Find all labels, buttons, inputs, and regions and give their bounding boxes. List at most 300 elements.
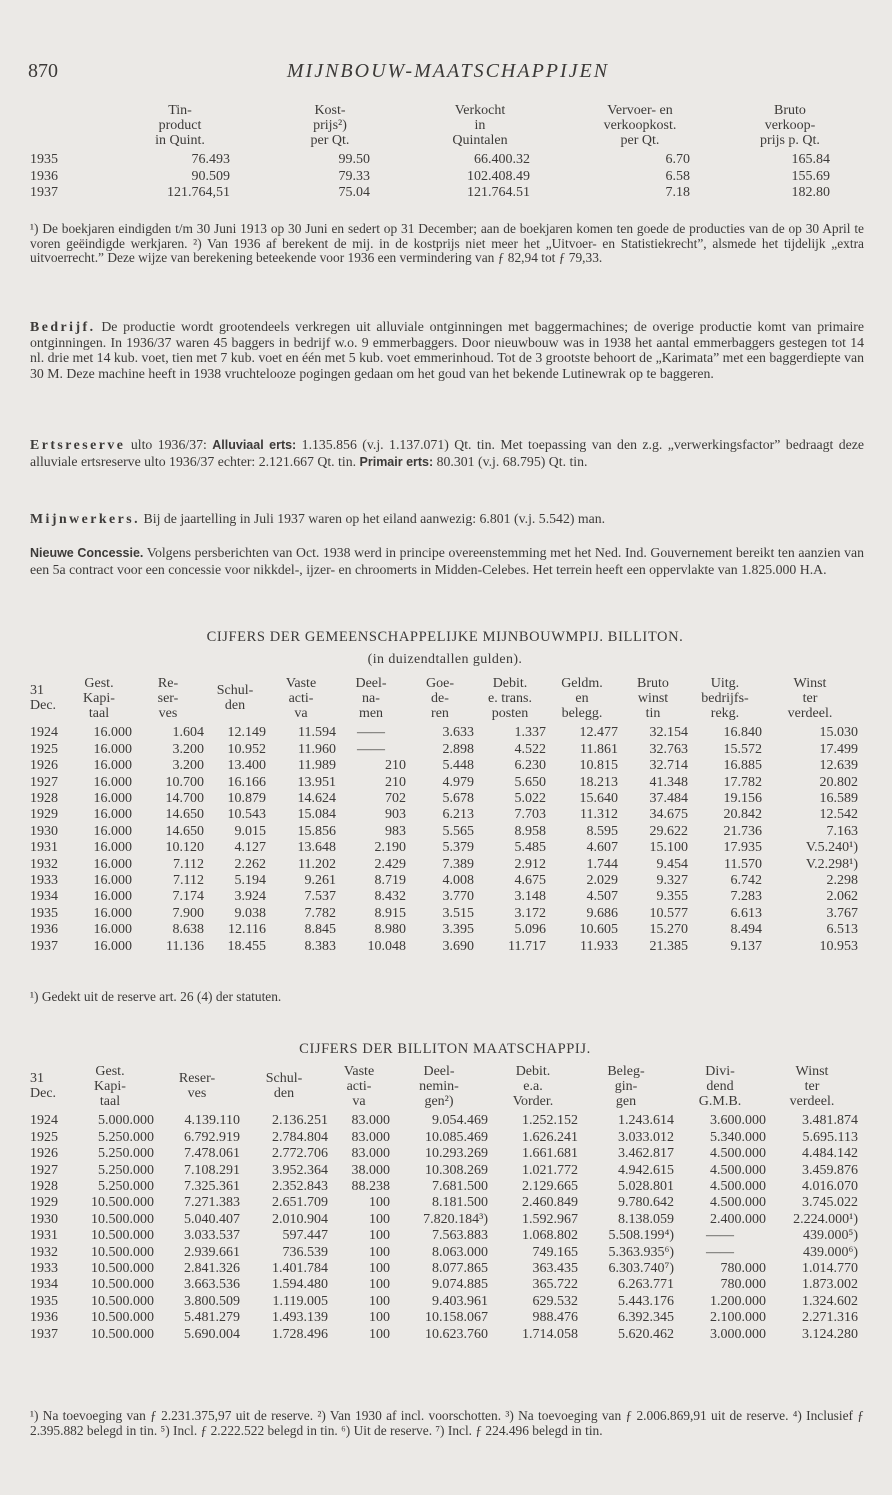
table-cell: 83.000 xyxy=(351,1113,390,1129)
table-cell: 100 xyxy=(369,1244,390,1260)
table-cell: 1.728.496 xyxy=(272,1326,328,1342)
table-cell: 736.539 xyxy=(282,1244,328,1260)
ertsreserve-text-1: ulto 1936/37: xyxy=(125,437,213,452)
row-year: 1927 xyxy=(30,1162,58,1178)
table-cell: 10.085.469 xyxy=(425,1129,488,1145)
table-cell: 903 xyxy=(385,807,406,823)
table-cell: 16.000 xyxy=(93,758,132,774)
table-cell: 11.136 xyxy=(166,938,204,954)
table-cell: 6.213 xyxy=(442,807,474,823)
table-row xyxy=(30,185,860,201)
table-cell: 10.500.000 xyxy=(91,1293,154,1309)
table-cell: 4.139.110 xyxy=(184,1113,240,1129)
table-row xyxy=(30,1261,858,1277)
table-cell: 363.435 xyxy=(532,1261,578,1277)
table-cell: 6.613 xyxy=(730,905,762,921)
table-cell: 5.379 xyxy=(442,840,474,856)
table-cell: 41.348 xyxy=(649,774,688,790)
table-cell: 3.462.817 xyxy=(618,1146,674,1162)
table-cell: 1.493.139 xyxy=(272,1310,328,1326)
table-cell: 9.038 xyxy=(234,905,266,921)
table-cell: 19.156 xyxy=(723,791,762,807)
table-cell: 210 xyxy=(385,758,406,774)
table-row xyxy=(30,1212,858,1228)
table-cell: 16.000 xyxy=(93,823,132,839)
table-cell: 6.263.771 xyxy=(618,1277,674,1293)
row-year: 1934 xyxy=(30,889,58,905)
gm-table-title: CIJFERS DER GEMEENSCHAPPELIJKE MIJNBOUWMPIJ. BILLITON. xyxy=(206,629,684,645)
table-cell: 4.500.000 xyxy=(710,1179,766,1195)
column-header: Goe- de- ren xyxy=(426,676,454,721)
table-cell: 1.200.000 xyxy=(710,1293,766,1309)
table-cell: 29.622 xyxy=(649,823,688,839)
table-cell: 12.542 xyxy=(819,807,858,823)
table-cell: 7.782 xyxy=(304,905,336,921)
table-cell: 3.000.000 xyxy=(710,1326,766,1342)
table-cell: 7.112 xyxy=(173,873,204,889)
column-header: Vaste acti- va xyxy=(285,676,317,721)
table-cell: 8.845 xyxy=(304,922,336,938)
table-cell: 32.154 xyxy=(649,725,688,741)
table-cell: 4.500.000 xyxy=(710,1146,766,1162)
table-cell: 3.395 xyxy=(442,922,474,938)
table-cell: 6.742 xyxy=(730,873,762,889)
column-header: Uitg. bedrijfs- rekg. xyxy=(701,676,749,721)
column-header: Vaste acti- va xyxy=(343,1064,375,1109)
table-cell: 5.690.004 xyxy=(184,1326,240,1342)
table-cell: 4.127 xyxy=(234,840,266,856)
table-row xyxy=(30,840,858,856)
table-cell: 100 xyxy=(369,1211,390,1227)
table-cell: 5.250.000 xyxy=(98,1162,154,1178)
table-cell: 8.719 xyxy=(374,873,406,889)
table-row xyxy=(30,906,858,922)
table-cell: 7.563.883 xyxy=(432,1228,488,1244)
running-title: MIJNBOUW-MAATSCHAPPIJEN xyxy=(286,60,610,82)
table-cell: 83.000 xyxy=(351,1129,390,1145)
table-cell: 75.04 xyxy=(338,185,370,201)
table-cell: 5.695.113 xyxy=(802,1129,858,1145)
table-cell: 9.355 xyxy=(656,889,688,905)
table-cell: 8.077.865 xyxy=(432,1261,488,1277)
table-cell: 1.014.770 xyxy=(802,1261,858,1277)
table-cell: 4.500.000 xyxy=(710,1162,766,1178)
table-cell: 8.138.059 xyxy=(618,1211,674,1227)
bedrijf-text: De productie wordt grootendeels verkregen uit alluviale ontginningen met baggermachines; de overige productie komt van primaire ontginningen. In 1936/37 waren 45 baggers in bedrijf w.o. 9 emmerbaggers. Door nieuwbouw was in 1938 het aantal emmerbaggers gestegen tot 14 nl. drie met 14 kub. voet, tien met 7 kub. voet en één met 5 kub. voet emmerinhoud. Tot de 3 grootste behoort de „Karimata” met een baggerdiepte van 30 M. Deze machine heeft in 1938 vruchtelooze pogingen gedaan om het goud van het bekende Lutinewrak op te baggeren. xyxy=(30,319,865,381)
table-cell: —— xyxy=(706,1228,734,1244)
table-cell: 3.033.012 xyxy=(618,1129,674,1145)
table-cell: 20.842 xyxy=(723,807,762,823)
row-year: 1929 xyxy=(30,1195,58,1211)
table-cell: 121.764,51 xyxy=(167,185,230,201)
table-cell: 8.383 xyxy=(304,938,336,954)
table-cell: 5.250.000 xyxy=(98,1146,154,1162)
table-cell: 9.261 xyxy=(304,873,336,889)
table-cell: 13.648 xyxy=(297,840,336,856)
table-cell: 37.484 xyxy=(649,791,688,807)
table-cell: 4.942.615 xyxy=(618,1162,674,1178)
table-cell: 10.500.000 xyxy=(91,1261,154,1277)
table-cell: 66.400.32 xyxy=(474,152,530,168)
table-cell: 16.000 xyxy=(93,840,132,856)
table-cell: 7.900 xyxy=(172,905,204,921)
column-header: Reser- ves xyxy=(178,1071,216,1102)
table-cell: 3.148 xyxy=(514,889,546,905)
table-cell: 4.016.070 xyxy=(802,1179,858,1195)
table-row xyxy=(30,1245,858,1261)
primair-erts-label: Primair erts: xyxy=(359,454,434,469)
table-cell: 12.639 xyxy=(819,758,858,774)
table-cell: 3.770 xyxy=(442,889,474,905)
table-cell: 210 xyxy=(385,774,406,790)
table-cell: 100 xyxy=(369,1326,390,1342)
column-header: Gest. Kapi- taal xyxy=(83,676,115,721)
table-cell: 10.577 xyxy=(649,905,688,921)
table-cell: 3.745.022 xyxy=(802,1195,858,1211)
table-row xyxy=(30,1327,858,1343)
table-cell: 5.194 xyxy=(234,873,266,889)
table-cell: 8.181.500 xyxy=(432,1195,488,1211)
table-cell: 1.324.602 xyxy=(802,1293,858,1309)
table-cell: 16.840 xyxy=(723,725,762,741)
table-cell: 9.454 xyxy=(656,856,688,872)
row-year: 1930 xyxy=(30,823,58,839)
row-year: 1930 xyxy=(30,1211,58,1227)
table-cell: 3.600.000 xyxy=(710,1113,766,1129)
table-cell: 121.764.51 xyxy=(467,185,530,201)
table-cell: 9.403.961 xyxy=(432,1293,488,1309)
table-cell: 6.303.740⁷) xyxy=(608,1261,674,1277)
table-cell: 16.000 xyxy=(93,938,132,954)
table-cell: 15.856 xyxy=(297,823,336,839)
table-cell: 988.476 xyxy=(532,1310,578,1326)
table-cell: 20.802 xyxy=(819,774,858,790)
table-cell: 4.522 xyxy=(514,741,546,757)
table-cell: 5.481.279 xyxy=(184,1310,240,1326)
table-cell: 15.270 xyxy=(649,922,688,938)
column-header: Geldm. en belegg. xyxy=(561,676,603,721)
table-cell: 11.933 xyxy=(580,938,618,954)
table-cell: 7.112 xyxy=(173,856,204,872)
table-cell: 1.068.802 xyxy=(522,1228,578,1244)
table-header-row xyxy=(30,677,858,721)
table-cell: 3.952.364 xyxy=(272,1162,328,1178)
ertsreserve-text-2: 1.135.856 (v.j. 1.137.071) Qt. tin. Met toepassing van den z.g. „verwerkingsfactor” bedraagt deze alluviale ertsreserve ulto 1936/37 echter: 2.121.667 Qt. tin. xyxy=(30,437,865,469)
table-cell: 155.69 xyxy=(791,168,830,184)
table-cell: 3.124.280 xyxy=(802,1326,858,1342)
table-header-row xyxy=(30,104,860,148)
concessie-text: Volgens persberichten van Oct. 1938 werd in principe overeenstemming met het Ned. Ind. Gouvernement bereikt ten aanzien van een 5a contract voor een concessie voor nikkdel-, ijzer- en chroomerts in Midden-Celebes. Het terrein heeft een oppervlakte van 1.825.000 H.A. xyxy=(30,545,864,577)
table-cell: 9.137 xyxy=(730,938,762,954)
table-cell: 99.50 xyxy=(338,152,370,168)
column-header: Divi- dend G.M.B. xyxy=(698,1064,742,1109)
table-cell: 15.100 xyxy=(649,840,688,856)
column-header: Schul- den xyxy=(216,683,254,714)
table-cell: 2.136.251 xyxy=(272,1113,328,1129)
table-cell: 8.063.000 xyxy=(432,1244,488,1260)
table-cell: 9.327 xyxy=(656,873,688,889)
table-cell: 9.686 xyxy=(586,905,618,921)
table-cell: 10.623.760 xyxy=(425,1326,488,1342)
table-cell: 5.340.000 xyxy=(710,1129,766,1145)
table-row xyxy=(30,1294,858,1310)
table-cell: 9.054.469 xyxy=(432,1113,488,1129)
row-year: 1937 xyxy=(30,185,58,201)
table-cell: 5.443.176 xyxy=(618,1293,674,1309)
table-cell: 79.33 xyxy=(338,168,370,184)
table-cell: 2.400.000 xyxy=(710,1211,766,1227)
table-cell: 16.000 xyxy=(93,725,132,741)
row-year: 1933 xyxy=(30,1261,58,1277)
table-cell: 10.158.067 xyxy=(425,1310,488,1326)
row-year: 1936 xyxy=(30,1310,58,1326)
table-cell: 14.650 xyxy=(165,823,204,839)
tin-table-footnote: ¹) De boekjaren eindigden t/m 30 Juni 1913 op 30 Juni en sedert op 31 December; aan de boekjaren komen ten goede de producties van de op 30 April te voren geëindigde werkjaren. ²) Van 1936 af berekent de mij. in de kostprijs niet meer het „Uitvoer- en Statistiekrecht”, alsmede het tijdelijk „extra uitvoerrecht.” Deze wijze van berekening beteekende voor 1936 een vermindering van ƒ 82,94 tot ƒ 79,33. xyxy=(30,221,864,266)
table-cell: 11.570 xyxy=(724,856,762,872)
mijnwerkers-label: Mijnwerkers. xyxy=(30,511,141,526)
table-cell: 6.230 xyxy=(514,758,546,774)
table-row xyxy=(30,169,860,185)
column-header: Deel- na- men xyxy=(355,676,387,721)
page-number: 870 xyxy=(28,60,58,82)
table-cell: 10.815 xyxy=(579,758,618,774)
table-cell: 10.500.000 xyxy=(91,1310,154,1326)
table-cell: 7.174 xyxy=(172,889,204,905)
row-year: 1931 xyxy=(30,840,58,856)
row-year: 1937 xyxy=(30,938,58,954)
row-year: 1933 xyxy=(30,873,58,889)
table-cell: 4.484.142 xyxy=(802,1146,858,1162)
table-cell: 7.283 xyxy=(730,889,762,905)
table-cell: 1.714.058 xyxy=(522,1326,578,1342)
table-cell: 439.000⁵) xyxy=(802,1228,858,1244)
column-header: Vervoer- en verkoopkost. per Qt. xyxy=(603,103,677,148)
table-cell: 11.960 xyxy=(298,741,336,757)
row-year: 1924 xyxy=(30,725,58,741)
row-year: 1937 xyxy=(30,1326,58,1342)
table-cell: 16.000 xyxy=(93,807,132,823)
gm-billiton-table xyxy=(30,677,858,955)
row-year: 1935 xyxy=(30,905,58,921)
table-cell: 21.736 xyxy=(723,823,762,839)
table-row xyxy=(30,1195,858,1211)
table-cell: 15.572 xyxy=(723,741,762,757)
table-cell: 10.543 xyxy=(227,807,266,823)
table-cell: 2.029 xyxy=(586,873,618,889)
bm-table-title: CIJFERS DER BILLITON MAATSCHAPPIJ. xyxy=(299,1041,591,1057)
column-header xyxy=(30,104,100,148)
table-cell: 8.494 xyxy=(730,922,762,938)
table-cell: 7.681.500 xyxy=(432,1179,488,1195)
table-cell: 5.250.000 xyxy=(98,1129,154,1145)
table-cell: 10.953 xyxy=(819,938,858,954)
table-row xyxy=(30,824,858,840)
table-cell: 11.202 xyxy=(298,856,336,872)
table-cell: 702 xyxy=(385,791,406,807)
table-cell: 32.714 xyxy=(649,758,688,774)
table-cell: 1.604 xyxy=(172,725,204,741)
table-cell: 6.58 xyxy=(665,168,690,184)
table-cell: 10.500.000 xyxy=(91,1244,154,1260)
table-cell: 2.271.316 xyxy=(802,1310,858,1326)
table-cell: 8.595 xyxy=(586,823,618,839)
table-cell: 3.800.509 xyxy=(184,1293,240,1309)
row-year: 1928 xyxy=(30,1179,58,1195)
table-cell: 5.000.000 xyxy=(98,1113,154,1129)
table-cell: 5.250.000 xyxy=(98,1179,154,1195)
column-header: Bruto verkoop- prijs p. Qt. xyxy=(760,103,820,148)
table-cell: 5.650 xyxy=(514,774,546,790)
table-cell: 4.607 xyxy=(586,840,618,856)
table-cell: 16.000 xyxy=(93,922,132,938)
table-cell: 7.108.291 xyxy=(184,1162,240,1178)
table-cell: 2.190 xyxy=(374,840,406,856)
table-cell: 14.650 xyxy=(165,807,204,823)
column-header: Re- ser- ves xyxy=(157,676,179,721)
table-cell: V.5.240¹) xyxy=(805,840,858,856)
table-row xyxy=(30,939,858,955)
table-cell: 7.389 xyxy=(442,856,474,872)
row-year: 1932 xyxy=(30,856,58,872)
table-cell: 3.515 xyxy=(442,905,474,921)
row-year: 1929 xyxy=(30,807,58,823)
table-row xyxy=(30,807,858,823)
table-cell: 1.744 xyxy=(586,856,618,872)
table-cell: 4.675 xyxy=(514,873,546,889)
table-cell: 83.000 xyxy=(351,1146,390,1162)
table-cell: 18.213 xyxy=(579,774,618,790)
table-cell: —— xyxy=(357,741,385,757)
table-cell: 2.784.804 xyxy=(272,1129,328,1145)
billiton-mij-table xyxy=(30,1065,858,1343)
table-cell: 16.000 xyxy=(93,889,132,905)
table-cell: 14.624 xyxy=(297,791,336,807)
table-cell: 2.772.706 xyxy=(272,1146,328,1162)
table-cell: 5.028.801 xyxy=(618,1179,674,1195)
table-cell: 1.021.772 xyxy=(522,1162,578,1178)
table-cell: 4.979 xyxy=(442,774,474,790)
column-header: Winst ter verdeel. xyxy=(789,1064,835,1109)
table-cell: 1.873.002 xyxy=(802,1277,858,1293)
table-cell: 182.80 xyxy=(791,185,830,201)
table-cell: 1.592.967 xyxy=(522,1211,578,1227)
table-cell: 3.033.537 xyxy=(184,1228,240,1244)
table-cell: 1.337 xyxy=(514,725,546,741)
row-year: 1926 xyxy=(30,758,58,774)
ertsreserve-label: Ertsreserve xyxy=(30,437,126,452)
table-cell: 14.700 xyxy=(165,791,204,807)
table-cell: 5.363.935⁶) xyxy=(608,1244,674,1260)
table-cell: 5.620.462 xyxy=(618,1326,674,1342)
table-cell: 1.626.241 xyxy=(522,1129,578,1145)
table-cell: 3.481.874 xyxy=(802,1113,858,1129)
concessie-label: Nieuwe Concessie. xyxy=(30,546,144,560)
table-cell: 7.18 xyxy=(665,185,690,201)
table-row xyxy=(30,889,858,905)
table-row xyxy=(30,791,858,807)
table-cell: —— xyxy=(706,1244,734,1260)
table-cell: 5.448 xyxy=(442,758,474,774)
table-cell: 10.952 xyxy=(227,741,266,757)
table-cell: 10.293.269 xyxy=(425,1146,488,1162)
table-cell: 165.84 xyxy=(791,152,830,168)
mijnwerkers-text: Bij de jaartelling in Juli 1937 waren op het eiland aanwezig: 6.801 (v.j. 5.542) man. xyxy=(140,511,606,526)
bm-table-footnote: ¹) Na toevoeging van ƒ 2.231.375,97 uit de reserve. ²) Van 1930 af incl. voorschotten. ³) Na toevoeging van ƒ 2.006.869,91 uit de reserve. ⁴) Inclusief ƒ 2.395.882 belegd in tin. ⁵) Incl. ƒ 2.222.522 belegd in tin. ⁶) Uit de reserve. ⁷) Incl. ƒ 224.496 belegd in tin. xyxy=(30,1408,864,1438)
table-cell: 17.782 xyxy=(723,774,762,790)
table-cell: 21.385 xyxy=(649,938,688,954)
table-cell: 2.939.661 xyxy=(184,1244,240,1260)
alluviaal-erts-label: Alluviaal erts: xyxy=(212,438,297,452)
table-cell: 2.841.326 xyxy=(184,1261,240,1277)
row-year: 1932 xyxy=(30,1244,58,1260)
table-cell: 100 xyxy=(369,1293,390,1309)
table-row xyxy=(30,1163,858,1179)
table-cell: 15.084 xyxy=(297,807,336,823)
table-cell: 1.243.614 xyxy=(618,1113,674,1129)
table-cell: 10.500.000 xyxy=(91,1277,154,1293)
table-row xyxy=(30,742,858,758)
column-header: 31 Dec. xyxy=(30,683,57,714)
table-cell: 16.000 xyxy=(93,905,132,921)
table-row xyxy=(30,922,858,938)
table-cell: 2.129.665 xyxy=(522,1179,578,1195)
table-cell: 18.455 xyxy=(227,938,266,954)
column-header: 31 Dec. xyxy=(30,1071,57,1102)
table-cell: 10.500.000 xyxy=(91,1195,154,1211)
table-cell: 38.000 xyxy=(351,1162,390,1178)
table-cell: 7.271.383 xyxy=(184,1195,240,1211)
column-header: Gest. Kapi- taal xyxy=(94,1064,126,1109)
table-row xyxy=(30,873,858,889)
mijnwerkers-paragraph xyxy=(30,511,864,527)
table-cell: 3.690 xyxy=(442,938,474,954)
table-cell: —— xyxy=(357,725,385,741)
table-cell: 90.509 xyxy=(191,168,230,184)
table-cell: 6.792.919 xyxy=(184,1129,240,1145)
row-year: 1927 xyxy=(30,774,58,790)
table-cell: 2.898 xyxy=(442,741,474,757)
table-header-row xyxy=(30,1065,858,1109)
table-cell: 15.030 xyxy=(819,725,858,741)
table-cell: 13.951 xyxy=(297,774,336,790)
table-cell: 11.861 xyxy=(580,741,618,757)
table-cell: 102.408.49 xyxy=(467,168,530,184)
column-header: Debit. e.a. Vorder. xyxy=(512,1064,554,1109)
row-year: 1925 xyxy=(30,741,58,757)
table-cell: 100 xyxy=(369,1310,390,1326)
ertsreserve-paragraph xyxy=(30,437,864,470)
table-cell: 597.447 xyxy=(282,1228,328,1244)
table-cell: 2.352.843 xyxy=(272,1179,328,1195)
table-cell: 2.262 xyxy=(234,856,266,872)
table-cell: 1.401.784 xyxy=(272,1261,328,1277)
row-year: 1928 xyxy=(30,791,58,807)
table-cell: 11.717 xyxy=(508,938,546,954)
column-header: Schul- den xyxy=(265,1071,303,1102)
table-cell: 629.532 xyxy=(532,1293,578,1309)
row-year: 1926 xyxy=(30,1146,58,1162)
table-cell: 7.478.061 xyxy=(184,1146,240,1162)
row-year: 1936 xyxy=(30,922,58,938)
table-cell: 780.000 xyxy=(720,1261,766,1277)
table-cell: 9.015 xyxy=(234,823,266,839)
table-row xyxy=(30,1310,858,1326)
table-cell: 34.675 xyxy=(649,807,688,823)
table-cell: 7.703 xyxy=(514,807,546,823)
table-cell: V.2.298¹) xyxy=(805,856,858,872)
table-cell: 16.000 xyxy=(93,774,132,790)
gm-table-subtitle: (in duizendtallen gulden). xyxy=(367,652,523,667)
